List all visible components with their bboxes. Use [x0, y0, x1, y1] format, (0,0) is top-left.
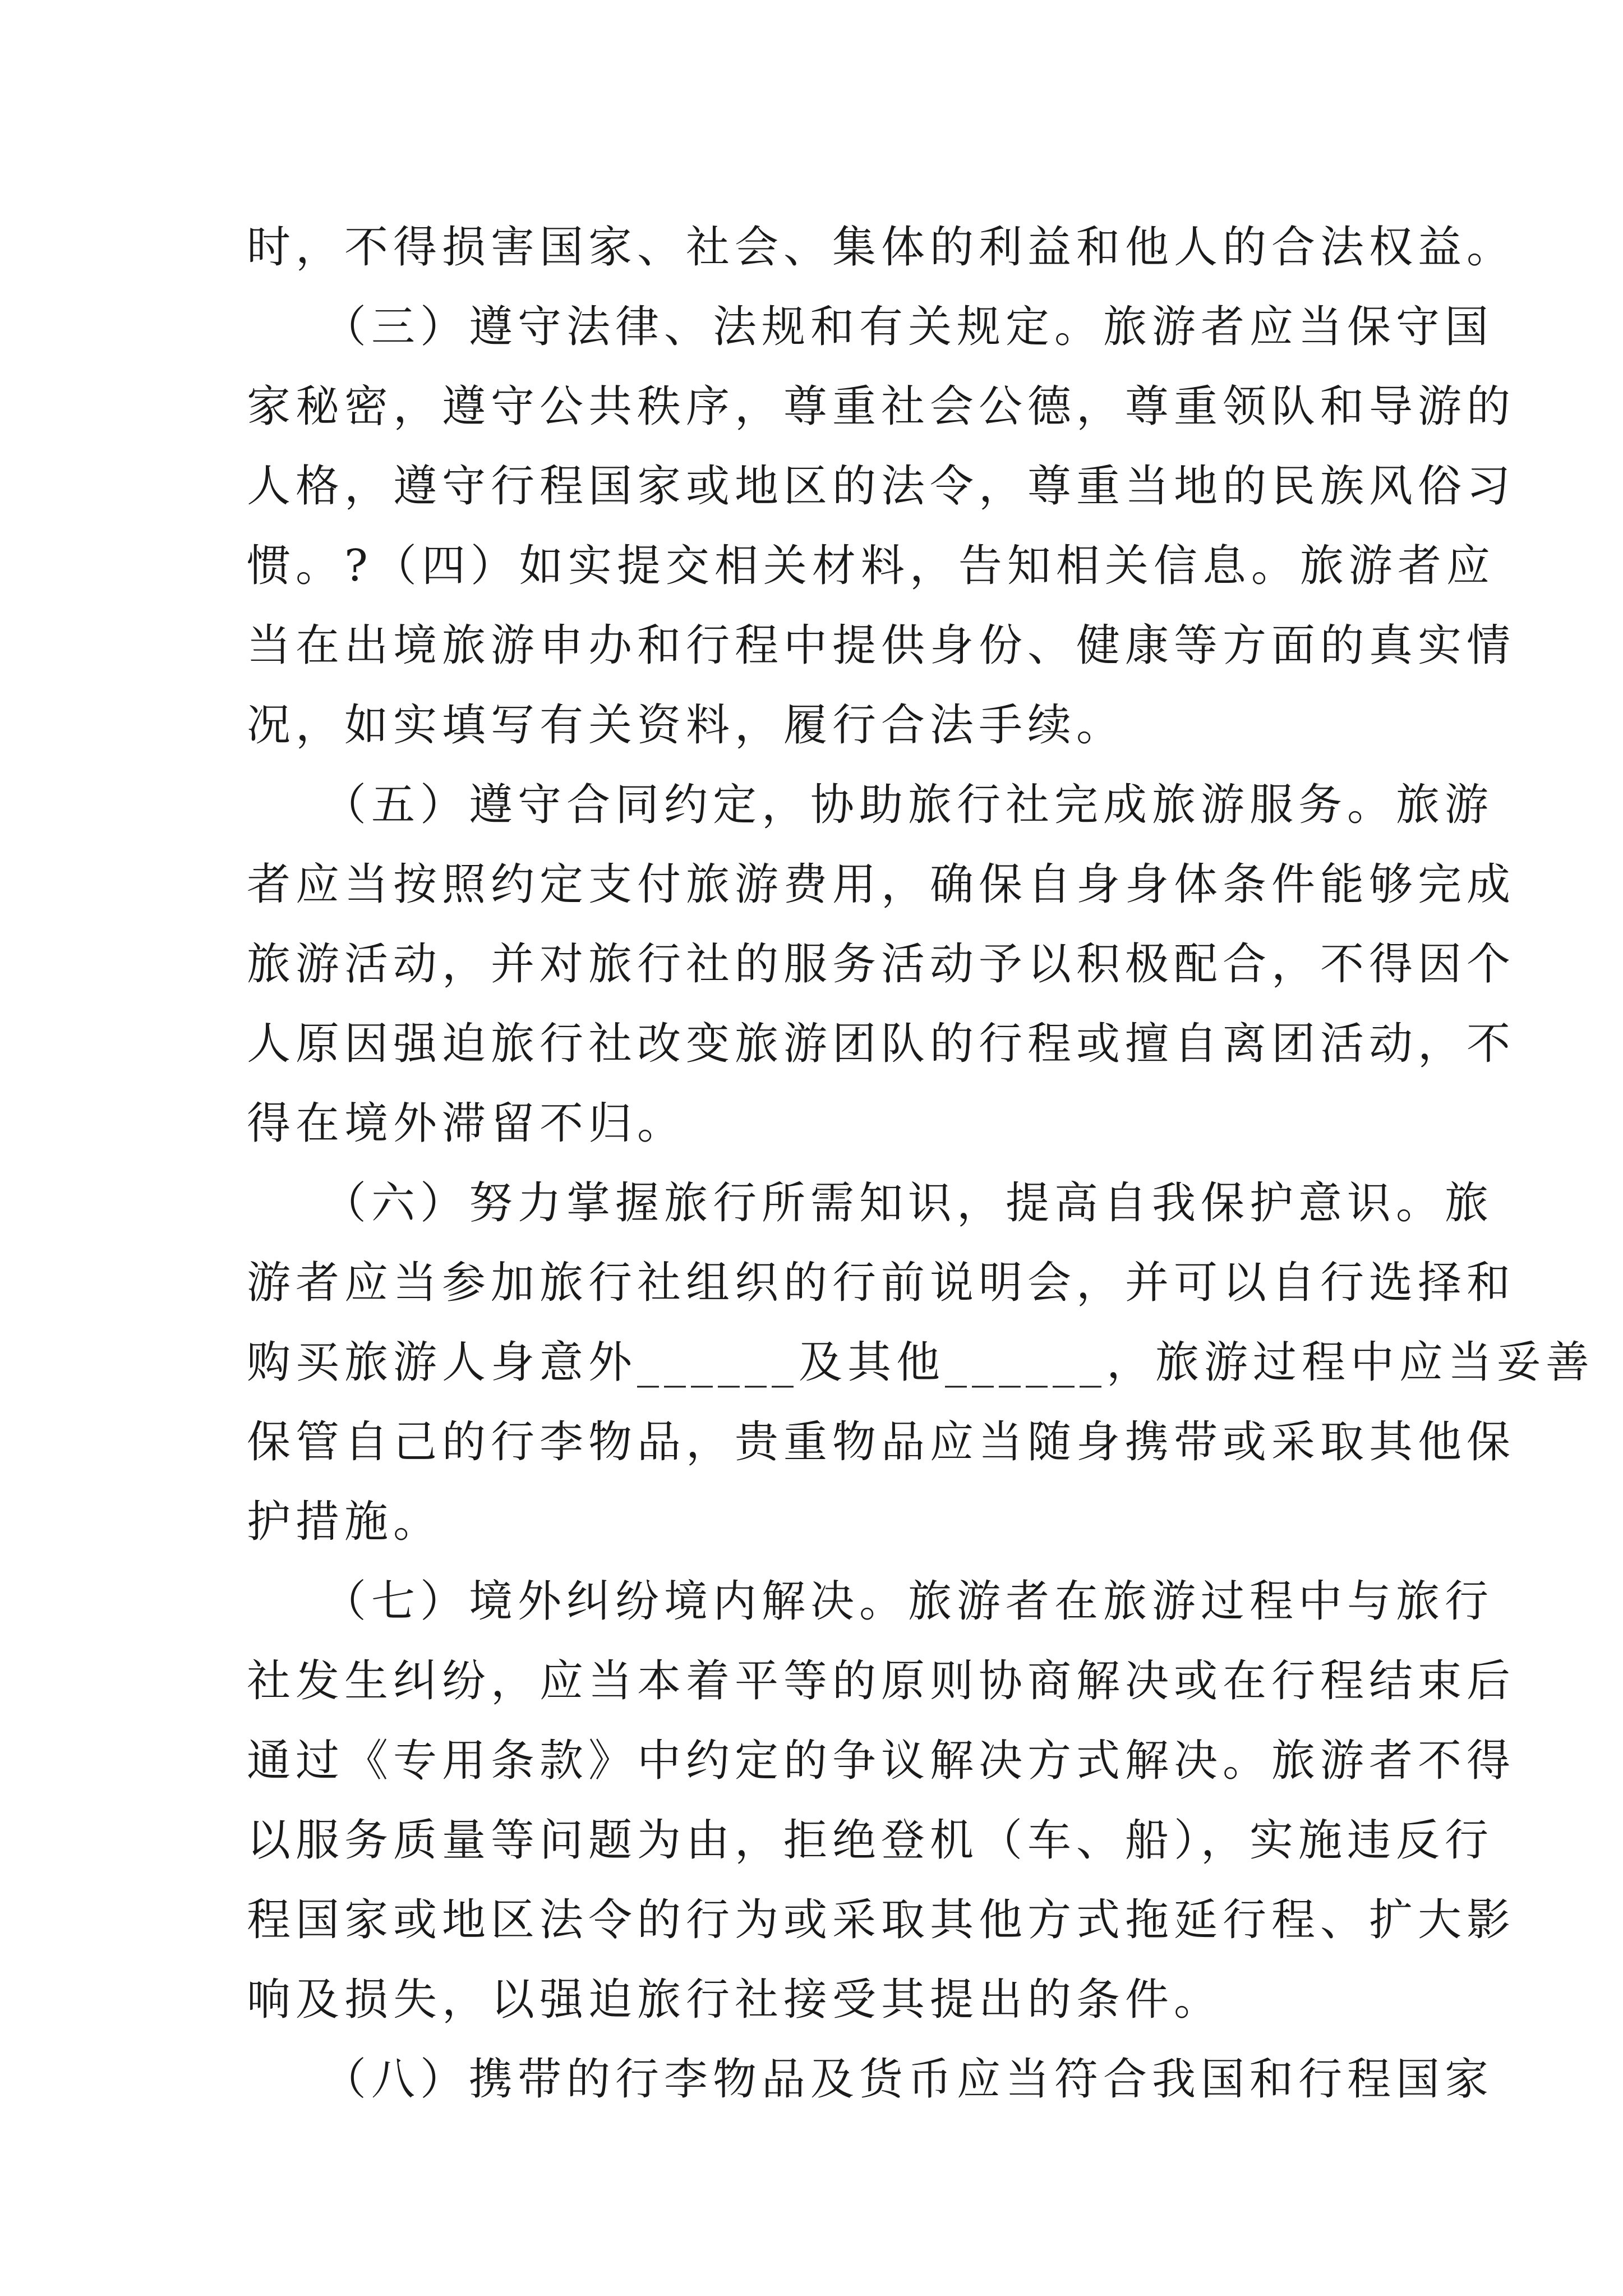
- text-line: 当在出境旅游申办和行程中提供身份、健康等方面的真实情: [247, 620, 1516, 671]
- text-line: 响及损失，以强迫旅行社接受其提出的条件。: [247, 1975, 1223, 2025]
- text-line: （八）携带的行李物品及货币应当符合我国和行程国家: [247, 2054, 1494, 2105]
- text-line: （五）遵守合同约定，协助旅行社完成旅游服务。旅游: [247, 780, 1494, 830]
- text-line: 者应当按照约定支付旅游费用，确保自身身体条件能够完成: [247, 859, 1516, 910]
- document-body: [247, 208, 1595, 2119]
- text-line: 人格，遵守行程国家或地区的法令，尊重当地的民族风俗习: [247, 461, 1516, 512]
- text-line: 家秘密，遵守公共秩序，尊重社会公德，尊重领队和导游的: [247, 381, 1516, 432]
- text-line: 时，不得损害国家、社会、集体的利益和他人的合法权益。: [247, 222, 1516, 273]
- text-line: 程国家或地区法令的行为或采取其他方式拖延行程、扩大影: [247, 1895, 1516, 1945]
- text-line: 人原因强迫旅行社改变旅游团队的行程或擅自离团活动，不: [247, 1019, 1516, 1069]
- text-line: 游者应当参加旅行社组织的行前说明会，并可以自行选择和: [247, 1258, 1516, 1308]
- text-line: 购买旅游人身意外______及其他______，旅游过程中应当妥善: [247, 1337, 1595, 1388]
- text-line: 旅游活动，并对旅行社的服务活动予以积极配合，不得因个: [247, 939, 1516, 990]
- text-line: （三）遵守法律、法规和有关规定。旅游者应当保守国: [247, 302, 1494, 352]
- text-line: 惯。?（四）如实提交相关材料，告知相关信息。旅游者应: [247, 541, 1495, 591]
- text-line: 通过《专用条款》中约定的争议解决方式解决。旅游者不得: [247, 1736, 1516, 1786]
- text-line: 护措施。: [247, 1497, 442, 1547]
- text-line: 社发生纠纷，应当本着平等的原则协商解决或在行程结束后: [247, 1656, 1516, 1706]
- text-line: （六）努力掌握旅行所需知识，提高自我保护意识。旅: [247, 1178, 1494, 1228]
- text-line: 保管自己的行李物品，贵重物品应当随身携带或采取其他保: [247, 1417, 1516, 1467]
- text-line: 得在境外滞留不归。: [247, 1098, 686, 1149]
- text-line: 以服务质量等问题为由，拒绝登机（车、船），实施违反行: [247, 1815, 1494, 1866]
- text-line: 况，如实填写有关资料，履行合法手续。: [247, 700, 1126, 751]
- text-line: （七）境外纠纷境内解决。旅游者在旅游过程中与旅行: [247, 1576, 1494, 1627]
